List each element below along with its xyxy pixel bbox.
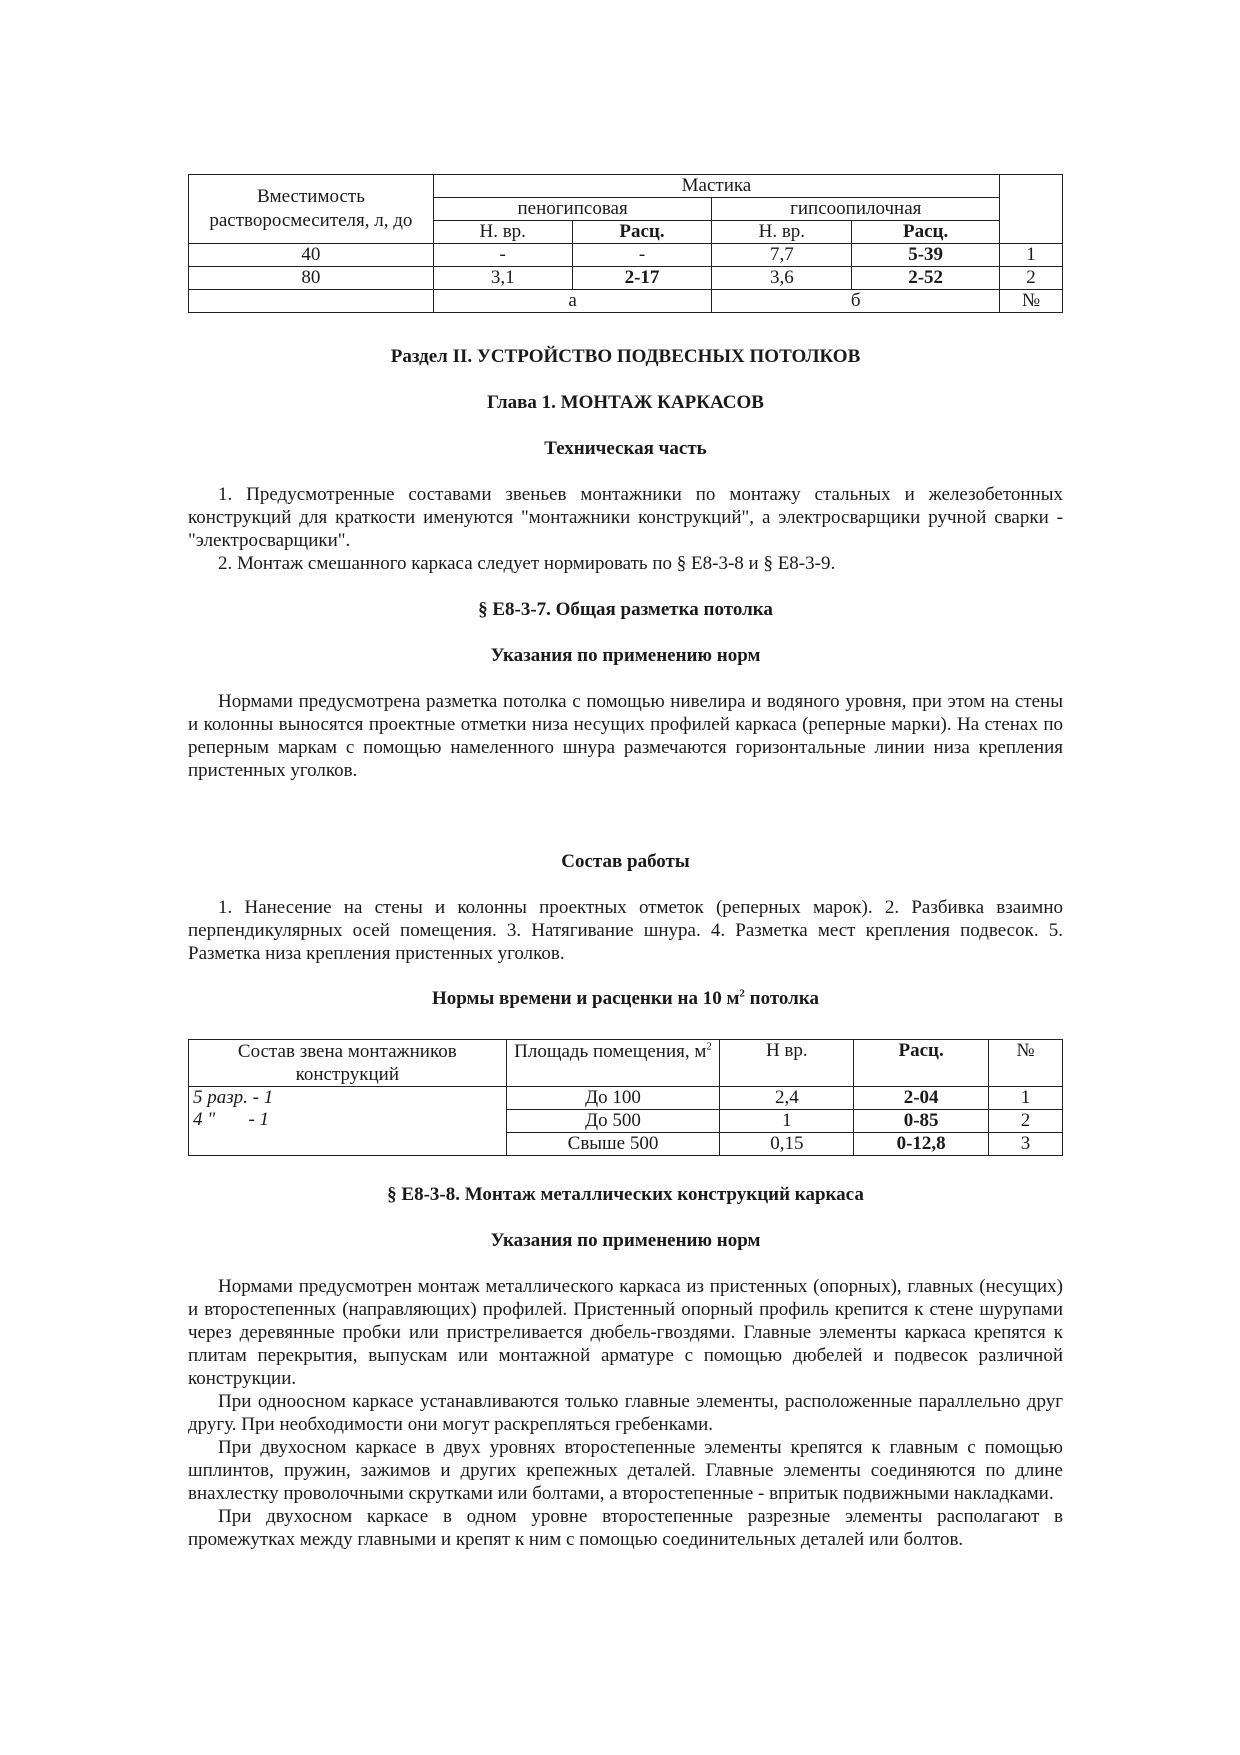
- norms-title: [188, 987, 1063, 1011]
- e838-title: § Е8-3-8. Монтаж металлических конструкций каркаса: [387, 1184, 864, 1205]
- tech-paragraph-2: 2. Монтаж смешанного каркаса следует нормировать по § Е8-3-8 и § Е8-3-9.: [218, 553, 836, 574]
- cell-area: До 100: [506, 1087, 720, 1110]
- cell-a-rasc: -: [572, 244, 712, 267]
- foot-num: №: [1000, 290, 1063, 313]
- cell-num: 2: [989, 1110, 1063, 1133]
- cell-rasc: 0-12,8: [854, 1133, 989, 1156]
- e838-body: [188, 1275, 1063, 1551]
- mastic-table: [188, 174, 1063, 313]
- cell-a-nvr: 3,1: [433, 267, 572, 290]
- cell-area: До 500: [506, 1110, 720, 1133]
- cell-num: 3: [989, 1133, 1063, 1156]
- penogips-header: пеногипсовая: [433, 198, 712, 221]
- cell-nvr: 0,15: [720, 1133, 854, 1156]
- cell-a-rasc: 2-17: [572, 267, 712, 290]
- norms-table: [188, 1039, 1063, 1156]
- cell-rasc: 0-85: [854, 1110, 989, 1133]
- cell-num: 1: [1000, 244, 1063, 267]
- work-composition-paragraph: 1. Нанесение на стены и колонны проектных отметок (реперных марок). 2. Разбивка взаимно перпендикулярных осей помещения. 3. Натягивание шнура. 4. Разметка мест крепления подвесок. 5. Разметка низа крепления пристенных уголков.: [188, 897, 1063, 964]
- table-row: [189, 267, 1063, 290]
- e837-paragraph: Нормами предусмотрена разметка потолка с помощью нивелира и водяного уровня, при этом на стены и колонны выносятся проектные отметки низа несущих профилей каркаса (реперные марки). На стенах по реперным маркам с помощью намеленного шнура размечаются горизонтальные линии низа крепления пристенных уголков.: [188, 691, 1063, 781]
- cell-rasc: 2-04: [854, 1087, 989, 1110]
- cell-b-rasc: 5-39: [852, 244, 1000, 267]
- e838-paragraph-1: Нормами предусмотрен монтаж металлического каркаса из пристенных (опорных), главных (несущих) и второстепенных (направляющих) профилей. Пристенный опорный профиль крепится к стене шурупами через деревянные пробки или пристреливается дюбель-гвоздями. Главные элементы каркаса крепятся к плитам перекрытия, выпускам или монтажной арматуре с помощью дюбелей и подвесок различной конструкции.: [188, 1276, 1063, 1389]
- cell-capacity: 80: [189, 267, 434, 290]
- area-header-sup: 2: [706, 1040, 712, 1053]
- cell-a-nvr: -: [433, 244, 572, 267]
- cell-num: 2: [1000, 267, 1063, 290]
- capacity-header: Вместимость растворосмесителя, л, до: [189, 175, 434, 244]
- e837-body: [188, 690, 1063, 782]
- tech-paragraphs: [188, 483, 1063, 575]
- rasc-header: Расц.: [854, 1040, 989, 1087]
- table-row: [189, 1087, 1063, 1110]
- rasc-header-a: Расц.: [572, 221, 712, 244]
- foot-b: б: [712, 290, 1000, 313]
- rasc-header-b: Расц.: [852, 221, 1000, 244]
- chapter-title: Глава 1. МОНТАЖ КАРКАСОВ: [487, 392, 764, 413]
- cell-b-nvr: 3,6: [712, 267, 852, 290]
- cell-capacity: 40: [189, 244, 434, 267]
- crew-header: Состав звена монтажников конструкций: [189, 1040, 507, 1087]
- cell-b-rasc: 2-52: [852, 267, 1000, 290]
- cell-b-nvr: 7,7: [712, 244, 852, 267]
- norms-title-text: Нормы времени и расценки на 10 м: [431, 988, 740, 1009]
- gips-header: гипсоопилочная: [712, 198, 1000, 221]
- foot-a: а: [433, 290, 712, 313]
- crew-line-1: 5 разр. - 1: [193, 1087, 274, 1108]
- num-header-empty: [1000, 175, 1063, 244]
- nvr-header-b: Н. вр.: [712, 221, 852, 244]
- e838-paragraph-2: При одноосном каркасе устанавливаются только главные элементы, расположенные параллельно друг другу. При необходимости они могут раскрепляться гребенками.: [188, 1391, 1063, 1435]
- mastika-header: Мастика: [433, 175, 999, 198]
- cell-area: Свыше 500: [506, 1133, 720, 1156]
- crew-line-2: 4 " - 1: [193, 1109, 270, 1130]
- num-header: №: [989, 1040, 1063, 1087]
- tech-part-title: Техническая часть: [544, 438, 707, 459]
- crew-cell: [189, 1087, 507, 1156]
- work-composition-body: [188, 896, 1063, 965]
- nvr-header-a: Н. вр.: [433, 221, 572, 244]
- area-header-text: Площадь помещения, м: [514, 1041, 707, 1062]
- area-header: [506, 1040, 720, 1087]
- table-row: [189, 244, 1063, 267]
- tech-paragraph-1: 1. Предусмотренные составами звеньев монтажники по монтажу стальных и железобетонных конструкций для краткости именуются "монтажники конструкций", а электросварщики ручной сварки - "электросварщики".: [188, 484, 1063, 551]
- e838-paragraph-3: При двухосном каркасе в двух уровнях второстепенные элементы крепятся к главным с помощью шплинтов, пружин, зажимов и других крепежных деталей. Главные элементы соединяются по длине внахлестку проволочными скрутками или болтами, а второстепенные - впритык подвижными накладками.: [188, 1437, 1063, 1504]
- norms-title-sup: 2: [739, 987, 745, 1000]
- cell-nvr: 1: [720, 1110, 854, 1133]
- e838-paragraph-4: При двухосном каркасе в одном уровне второстепенные разрезные элементы располагают в промежутках между главными и крепят к ним с помощью соединительных деталей или болтов.: [188, 1506, 1063, 1550]
- cell-num: 1: [989, 1087, 1063, 1110]
- section-title: Раздел II. УСТРОЙСТВО ПОДВЕСНЫХ ПОТОЛКОВ: [390, 346, 861, 367]
- foot-empty: [189, 290, 434, 313]
- nvr-header: Н вр.: [720, 1040, 854, 1087]
- e837-title: § Е8-3-7. Общая разметка потолка: [478, 599, 773, 620]
- e838-instructions-title: Указания по применению норм: [490, 1230, 761, 1251]
- norms-title-suffix: потолка: [744, 988, 820, 1009]
- cell-nvr: 2,4: [720, 1087, 854, 1110]
- work-composition-title: Состав работы: [561, 851, 690, 872]
- e837-instructions-title: Указания по применению норм: [490, 645, 761, 666]
